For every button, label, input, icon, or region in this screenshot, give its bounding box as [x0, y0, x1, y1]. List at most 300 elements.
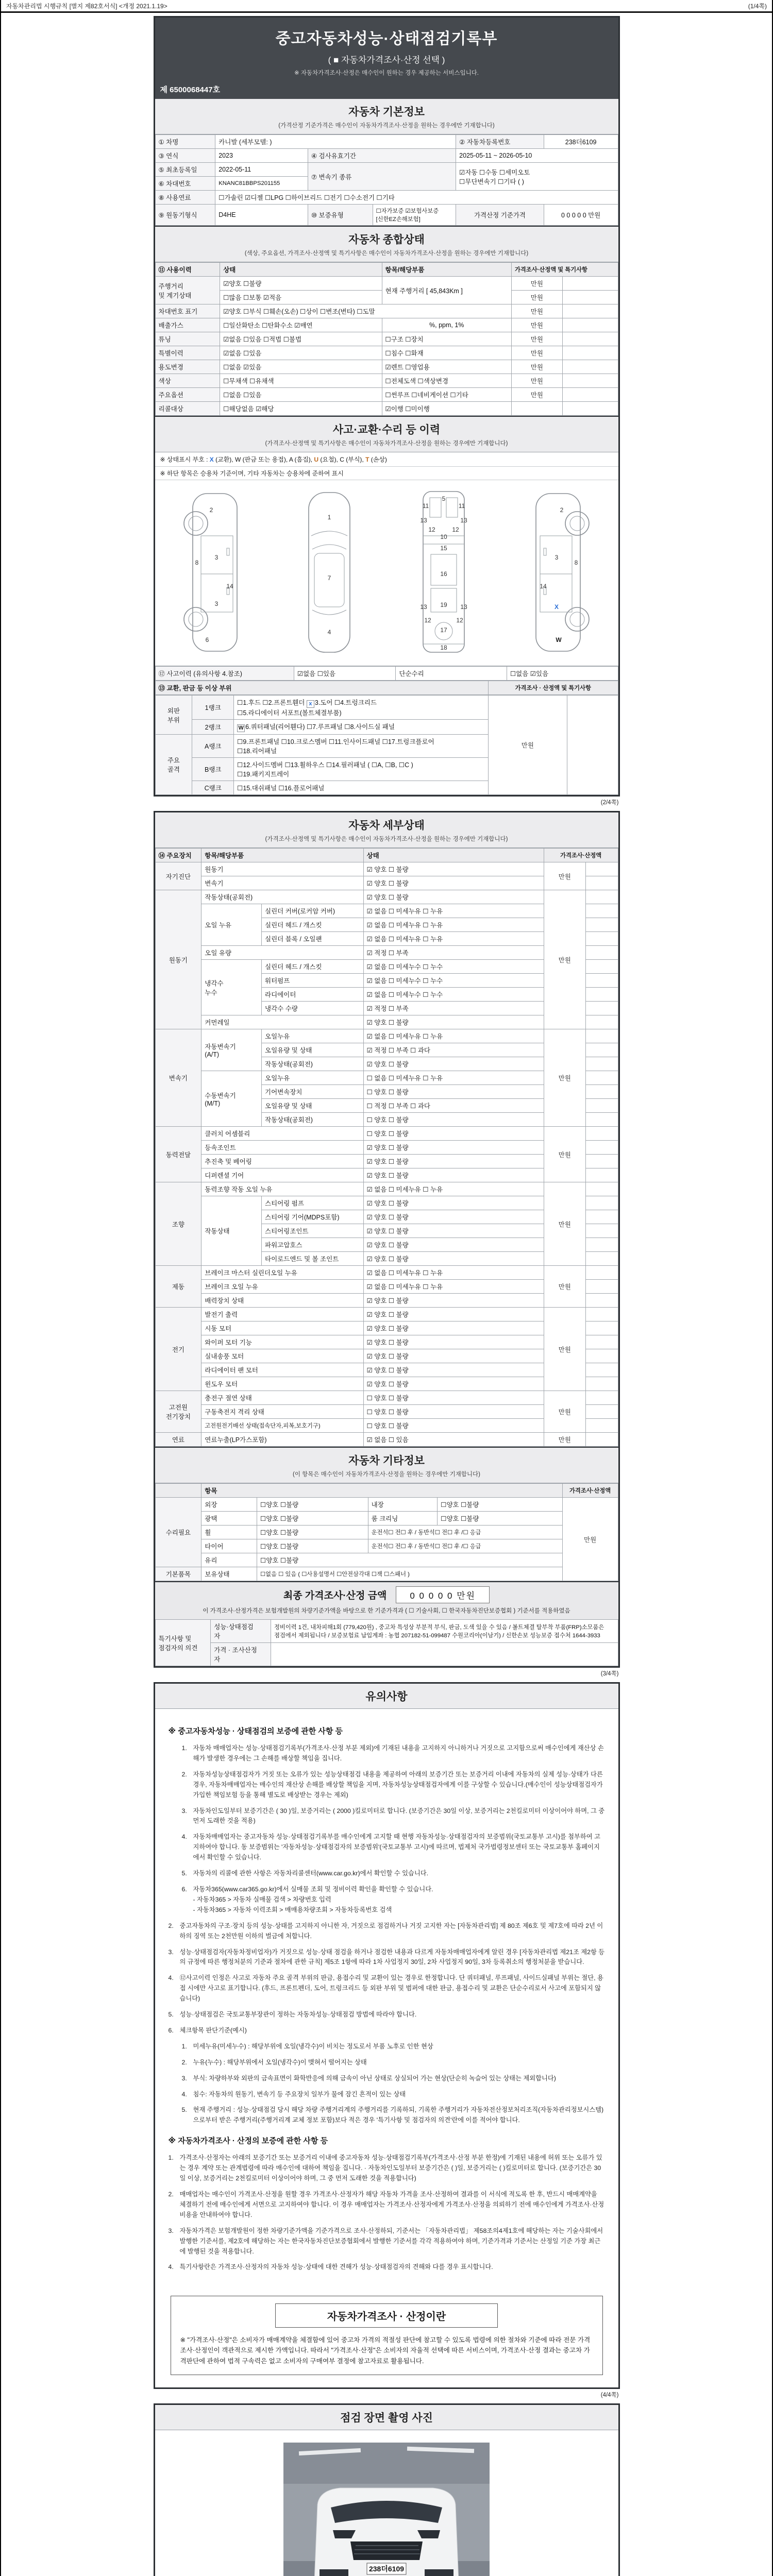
- checkbox-cell[interactable]: ☐없음 ☑있음: [507, 667, 618, 681]
- checkbox-cell[interactable]: ☑ 없음 ☐ 있음: [363, 1433, 544, 1447]
- photos-title: 점검 장면 촬영 사진: [340, 2412, 433, 2424]
- table-cell: 커먼레일: [201, 1015, 363, 1029]
- checkbox-cell[interactable]: ☐ 없음 ☐ 미세누유 ☐ 누유: [363, 1071, 544, 1085]
- notice-subheading: ※ 자동차가격조사 · 산정의 보증에 관한 사항 등: [168, 2137, 328, 2146]
- table-cell: [585, 1321, 618, 1335]
- page-2: [154, 811, 620, 1668]
- comprehensive-table: [155, 262, 618, 416]
- checkbox-cell[interactable]: ☐양호 ☐불량: [438, 1498, 562, 1512]
- table-cell: 만원: [544, 1391, 585, 1433]
- checkbox-cell[interactable]: ☑양호 ☐불량: [220, 277, 382, 291]
- inspector-opinion-table: [155, 1619, 618, 1666]
- checkbox-cell[interactable]: ☑자동 ☐수동 ☐세미오토 ☐무단변속기 ☐기타 ( ): [456, 163, 618, 191]
- checkbox-cell[interactable]: ☑없음 ☐있음 ☐적법 ☐불법: [220, 332, 382, 346]
- table-cell: [585, 904, 618, 918]
- checkbox-cell[interactable]: ☑ 양호 ☐ 불량: [363, 1321, 544, 1335]
- car-diagram-underbody: [400, 486, 488, 657]
- checkbox-cell[interactable]: ☑ 적정 ☐ 부족: [363, 1002, 544, 1015]
- table-cell: [585, 1099, 618, 1113]
- checkbox-cell[interactable]: ☐썬루프 ☐네비게이션 ☐기타: [382, 388, 511, 402]
- checkbox-cell[interactable]: ☑ 없음 ☐ 미세누유 ☐ 누유: [363, 932, 544, 946]
- notice-item: 5. 현재 주행거리 : 성능·상태점검 당시 해당 차량 주행거리계의 주행거리를 기록하되, 기록한 주행거리가 자동차전산정보처리조직(자동차관리정보시스템)으로부터 받은 주행거리(주행거리계 교체 정보 포함)보다 적은 경우 '특기사항 및 점검자의 의견'란에 이를 적어야 합니다.: [181, 2106, 604, 2124]
- table-cell: 만원: [562, 1498, 618, 1581]
- table-cell: [562, 291, 618, 304]
- table-cell: 주행거리 및 계기상태: [155, 277, 220, 304]
- pricing-info-body: ※ "가격조사·산정"은 소비자가 매매계약을 체결함에 있어 중고차 가격의 적절성 판단에 참고할 수 있도록 법령에 의한 절차와 기준에 따라 전문 가격조사·산정인이 객관적으로 제시한 가액입니다. 따라서 "가격조사·산정"은 소비자의 자율적 선택에 따른 서비스이며, 가격조사·산정 결과는 중고차 가격판단에 관하여 법적 구속력은 없고 소비자의 구매여부 결정에 참고자료로 활용됩니다.: [180, 2336, 591, 2365]
- table-cell: 발전기 출력: [201, 1308, 363, 1321]
- final-price-value: 0 0 0 0 0 만원: [396, 1586, 490, 1603]
- accident-history-table: [155, 666, 618, 681]
- table-cell: ⑥ 차대번호: [155, 177, 215, 191]
- table-cell: [562, 360, 618, 374]
- checkbox-cell[interactable]: ☐자가보증 ☑보험사보증 [신한EZ손해보험]: [373, 205, 456, 226]
- checkbox-cell[interactable]: ☑ 적정 ☐ 부족 ☐ 과다: [363, 1043, 544, 1057]
- final-price-note: 이 가격조사·산정가격은 보험개발원의 차량기준가액을 바탕으로 한 기준가격과 ( ☐ 기술사회, ☐ 한국자동차진단보증협회 ) 기준서를 적용하였음: [203, 1608, 570, 1614]
- notice-heading: [155, 1684, 618, 1709]
- checkbox-cell[interactable]: ☐ 양호 ☐ 불량: [363, 1113, 544, 1127]
- table-cell: 0 0 0 0 0 만원: [544, 205, 618, 226]
- checkbox-cell[interactable]: ☐9.프론트패널 ☐10.크로스멤버 ☐11.인사이드패널 ☐17.트렁크플로어 ☐18.리어패널: [234, 735, 489, 758]
- table-cell: 시동 모터: [201, 1321, 363, 1335]
- table-cell: 가격조사·산정액: [562, 1484, 618, 1498]
- table-cell: 만원: [544, 1029, 585, 1127]
- checkbox-cell[interactable]: ☑ 양호 ☐ 불량: [363, 876, 544, 890]
- table-cell: 리콜대상: [155, 402, 220, 416]
- table-cell: 파워고압호스: [262, 1238, 364, 1252]
- table-cell: 만원: [544, 1182, 585, 1266]
- checkbox-cell[interactable]: ☐많음 ☐보통 ☑적음: [220, 291, 382, 304]
- table-cell: [585, 932, 618, 946]
- table-cell: 238더6109: [544, 135, 618, 149]
- checkbox-cell[interactable]: ☑ 양호 ☐ 불량: [363, 1155, 544, 1168]
- table-cell: 주요 골격: [155, 735, 192, 795]
- notice-item: 3. 자동차인도일부터 보증기간은 ( 30 )일, 보증거리는 ( 2000 )킬로미터로 합니다. (보증기간은 30일 이상, 보증거리는 2천킬로미터 이상이어야 하며, 그 중 먼저 도래한 것을 적용): [181, 1807, 605, 1825]
- table-cell: C랭크: [192, 781, 234, 795]
- table-cell: 냉각수 수량: [262, 1002, 364, 1015]
- table-cell: [155, 1484, 201, 1498]
- table-cell: 전기: [155, 1308, 201, 1391]
- checkbox-cell[interactable]: ☑ 양호 ☐ 불량: [363, 1335, 544, 1349]
- checkbox-cell[interactable]: ☑ 없음 ☐ 미세누수 ☐ 누수: [363, 974, 544, 988]
- checkbox-cell[interactable]: ☐구조 ☐장치: [382, 332, 511, 346]
- photos-heading: [155, 2405, 618, 2430]
- table-cell: 항목: [201, 1484, 562, 1498]
- checkbox-cell[interactable]: W 6.쿼터패널(리어휀다) ☐7.루프패널 ☐8.사이드실 패널: [234, 720, 489, 735]
- table-cell: 실내송풍 모터: [201, 1349, 363, 1363]
- svg-text:12: 12: [428, 526, 435, 533]
- table-cell: 만원: [511, 388, 562, 402]
- table-cell: [585, 918, 618, 932]
- checkbox-cell[interactable]: ☐15.대쉬패널 ☐16.플로어패널: [234, 781, 489, 795]
- misc-title: 자동차 기타정보: [348, 1455, 425, 1467]
- table-cell: 만원: [511, 346, 562, 360]
- table-cell: 작동상태(공회전): [262, 1057, 364, 1071]
- checkbox-cell[interactable]: ☐ 양호 ☐ 불량: [363, 1405, 544, 1419]
- checkbox-cell[interactable]: ☐없음 ☑있음: [220, 360, 382, 374]
- table-cell: 가격조사·산정액 및 특기사항: [511, 263, 618, 277]
- svg-text:7: 7: [327, 574, 331, 582]
- table-cell: 2023: [215, 149, 308, 163]
- checkbox-cell[interactable]: ☑없음 ☐있음: [220, 346, 382, 360]
- table-cell: 고전원전기배선 상태(접속단자,피복,보호기구): [201, 1419, 363, 1433]
- table-cell: 작동상태(공회전): [201, 890, 363, 904]
- svg-text:18: 18: [440, 644, 447, 651]
- checkbox-cell[interactable]: ☑ 양호 ☐ 불량: [363, 1015, 544, 1029]
- table-cell: 차대번호 표기: [155, 304, 220, 318]
- page-number-4: (4/4쪽): [600, 2392, 619, 2398]
- table-cell: 만원: [511, 374, 562, 388]
- checkbox-cell[interactable]: ☑ 양호 ☐ 불량: [363, 1168, 544, 1182]
- checkbox-cell[interactable]: ☐ 양호 ☐ 불량: [363, 1391, 544, 1405]
- table-cell: 실린더 헤드 / 개스킷: [262, 918, 364, 932]
- checkbox-cell[interactable]: ☐무채색 ☐유채색: [220, 374, 382, 388]
- table-cell: 배력장치 상태: [201, 1294, 363, 1308]
- car-diagram-side-left: [171, 486, 259, 657]
- accident-title: 사고·교환·수리 등 이력: [332, 424, 441, 436]
- checkbox-cell[interactable]: ☑ 양호 ☐ 불량: [363, 1308, 544, 1321]
- page-1: [154, 16, 620, 796]
- checkbox-cell[interactable]: ☐12.사이드멤버 ☐13.휠하우스 ☐14.필러패널 ( ☐A, ☐B, ☐C ) ☐19.패키지트레이: [234, 758, 489, 781]
- checkbox-cell[interactable]: ☑ 양호 ☐ 불량: [363, 1363, 544, 1377]
- table-cell: [562, 374, 618, 388]
- car-diagram-side-right: [514, 486, 602, 657]
- comprehensive-subtitle: (색상, 주요옵션, 가격조사·산정액 및 특기사항은 매수인이 자동차가격조사·산정을 원하는 경우에만 기재합니다): [244, 250, 529, 257]
- table-cell: 만원: [489, 696, 567, 795]
- svg-text:17: 17: [440, 626, 447, 634]
- table-cell: 외장: [201, 1498, 257, 1512]
- accident-heading: [155, 416, 618, 452]
- notice-item: 3. 자동차가격은 보험개발원이 정한 차량기준가액을 기준가격으로 조사·산정하되, 기준서는 「자동차관리법」 제58조의4제1호에 해당하는 자는 기술사회에서 발행한 기준서를, 제2호에 해당하는 자는 한국자동차진단보증협회에서 발행한 기준서를 각각 적용하여야 하며, 기준가격과 기준서는 산정일 기준 가장 최근에 발행된 것을 적용합니다.: [168, 2227, 603, 2255]
- table-cell: 오일유량 및 상태: [262, 1043, 364, 1057]
- table-cell: 오일누유: [262, 1029, 364, 1043]
- status-mark: x: [307, 700, 314, 708]
- table-cell: 기본품목: [155, 1567, 201, 1581]
- final-price-band: [155, 1581, 618, 1619]
- basic-info-heading: [155, 99, 618, 134]
- table-cell: [585, 1127, 618, 1141]
- checkbox-cell[interactable]: ☑ 양호 ☐ 불량: [363, 862, 544, 876]
- svg-text:X: X: [554, 603, 559, 611]
- checkbox-cell[interactable]: ☐없음 ☐있음: [220, 388, 382, 402]
- checkbox-cell[interactable]: ☐침수 ☐화재: [382, 346, 511, 360]
- table-cell: 자동변속기 (A/T): [201, 1029, 262, 1071]
- table-cell: 만원: [511, 304, 562, 318]
- table-cell: D4HE: [215, 205, 308, 226]
- svg-text:3: 3: [215, 554, 219, 561]
- svg-text:238더6109: 238더6109: [368, 2564, 405, 2573]
- table-cell: [585, 1349, 618, 1363]
- table-cell: [585, 974, 618, 988]
- svg-text:13: 13: [460, 517, 467, 524]
- checkbox-cell[interactable]: ☑ 없음 ☐ 미세누유 ☐ 누유: [363, 1182, 544, 1196]
- svg-text:13: 13: [420, 517, 427, 524]
- table-cell: [585, 1029, 618, 1043]
- pricing-info-box: [171, 2296, 603, 2375]
- table-cell: [585, 1155, 618, 1168]
- table-cell: [585, 1377, 618, 1391]
- status-mark: U: [314, 456, 319, 463]
- checkbox-cell[interactable]: ☑ 없음 ☐ 미세누유 ☐ 누유: [363, 904, 544, 918]
- table-cell: 조향: [155, 1182, 201, 1266]
- notice-item: 2. 매매업자는 매수인이 가격조사·산정을 원할 경우 가격조사·산정자가 해당 자동차 가격을 조사·산정하여 결과를 이 서식에 적도록 한 후, 반드시 매매계약을 체결하기 전에 매수인에게 서면으로 고지하여야 합니다. 이 경우 매매업자는 가격조사·산정자에게 가격조사·산정을 의뢰하기 전에 매수인에게 가격조사·산정 비용을 안내하여야 합니다.: [168, 2191, 604, 2218]
- table-cell: ⑬ 교환, 판금 등 이상 부위: [155, 681, 489, 695]
- checkbox-cell[interactable]: ☑이행 ☐미이행: [382, 402, 511, 416]
- checkbox-cell[interactable]: ☑렌트 ☐영업용: [382, 360, 511, 374]
- status-code-legend: ※ 상태표시 부호 : X (교환), W (판금 또는 용접), A (흠집), U (요철), C (부식), T (손상): [155, 452, 618, 467]
- svg-text:10: 10: [440, 533, 447, 540]
- table-cell: 가격조사 · 산정액 및 특기사항: [489, 681, 618, 695]
- table-cell: ⑭ 주요장치: [155, 849, 201, 862]
- comprehensive-heading: [155, 226, 618, 262]
- checkbox-cell[interactable]: ☑ 없음 ☐ 미세누수 ☐ 누수: [363, 960, 544, 974]
- notice-item: 3. 부식: 차량하부와 외판의 금속표면이 화학반응에 의해 금속이 아닌 상태로 상실되어 가는 현상(단순히 녹슬어 있는 상태는 제외합니다): [181, 2074, 556, 2082]
- checkbox-cell[interactable]: ☑ 양호 ☐ 불량: [363, 1377, 544, 1391]
- table-cell: 만원: [511, 332, 562, 346]
- misc-info-table: [155, 1483, 618, 1581]
- checkbox-cell[interactable]: ☐양호 ☐불량: [257, 1539, 368, 1553]
- table-cell: 오일 누유: [201, 904, 262, 946]
- checkbox-cell[interactable]: 운전석☐ 전☐ 후 / 동반석☐ 전☐ 후 /☐ 응급: [368, 1526, 562, 1539]
- table-cell: 윈도우 모터: [201, 1377, 363, 1391]
- checkbox-cell[interactable]: ☐가솔린 ☑디젤 ☐LPG ☐하이브리드 ☐전기 ☐수소전기 ☐기타: [215, 191, 618, 205]
- notice-item: 1. 미세누유(미세누수) : 해당부위에 오일(냉각수)이 비치는 정도로서 부품 노후로 인한 현상: [181, 2042, 433, 2050]
- table-cell: [585, 1405, 618, 1419]
- page-3: [154, 1682, 620, 2389]
- table-cell: [585, 946, 618, 960]
- checkbox-cell[interactable]: ☑ 양호 ☐ 불량: [363, 1238, 544, 1252]
- notice-title: 유의사항: [365, 1691, 408, 1703]
- table-cell: 수동변속기 (M/T): [201, 1071, 262, 1127]
- table-cell: 룸 크리닝: [368, 1512, 438, 1526]
- table-cell: 특별이력: [155, 346, 220, 360]
- checkbox-cell[interactable]: ☑ 양호 ☐ 불량: [363, 1057, 544, 1071]
- inspection-photo-front: [283, 2443, 490, 2576]
- table-cell: [585, 988, 618, 1002]
- table-cell: 와이퍼 모터 기능: [201, 1335, 363, 1349]
- svg-text:3: 3: [554, 554, 558, 561]
- basic-info-table: [155, 134, 618, 226]
- table-cell: 만원: [544, 1308, 585, 1391]
- table-cell: 2022-05-11: [215, 163, 308, 177]
- table-cell: 구동축전지 격리 상태: [201, 1405, 363, 1419]
- table-cell: [585, 890, 618, 904]
- page-number-3: (3/4쪽): [600, 1671, 619, 1677]
- table-cell: [585, 1015, 618, 1029]
- detail-subtitle: (가격조사·산정액 및 특기사항은 매수인이 자동차가격조사·산정을 원하는 경우에만 기재합니다): [265, 836, 508, 842]
- table-cell: 주요옵션: [155, 388, 220, 402]
- table-cell: 1랭크: [192, 696, 234, 720]
- svg-text:8: 8: [574, 559, 578, 566]
- svg-text:5: 5: [442, 495, 446, 502]
- table-cell: [585, 1196, 618, 1210]
- table-cell: 내장: [368, 1498, 438, 1512]
- svg-text:4: 4: [327, 629, 331, 636]
- table-cell: 수리필요: [155, 1498, 201, 1567]
- page-4: [154, 2403, 620, 2576]
- checkbox-cell[interactable]: ☐양호 ☐불량: [257, 1553, 563, 1567]
- checkbox-cell[interactable]: ☑양호 ☐부식 ☐훼손(오손) ☐상이 ☐변조(변타) ☐도말: [220, 304, 512, 318]
- table-cell: ① 차명: [155, 135, 215, 149]
- checkbox-cell[interactable]: ☐양호 ☐불량: [257, 1498, 368, 1512]
- svg-text:2: 2: [560, 506, 563, 514]
- notice-item: 3. 성능·상태점검자(자동차정비업자)가 거짓으로 성능·상태 점검을 하거나 점검한 내용과 다르게 자동차매매업자에게 알린 경우 [자동차관리법 제21조 제2항 등의 규정에 따른 행정처분의 기준과 절차에 관한 규칙] 제5조 1항에 따라 1차 사업정지 30일, 2차 사업정지 90일, 3차 등록취소의 행정처분을 받습니다.: [168, 1948, 605, 1966]
- detail-title: 자동차 세부상태: [348, 820, 425, 832]
- svg-text:1: 1: [327, 514, 331, 521]
- table-cell: 2랭크: [192, 720, 234, 735]
- checkbox-cell[interactable]: ☑ 없음 ☐ 미세누유 ☐ 누유: [363, 1266, 544, 1280]
- checkbox-cell[interactable]: ☑ 양호 ☐ 불량: [363, 1252, 544, 1266]
- checkbox-cell[interactable]: ☐해당없음 ☑해당: [220, 402, 382, 416]
- table-cell: [562, 318, 618, 332]
- checkbox-cell[interactable]: ☐전체도색 ☐색상변경: [382, 374, 511, 388]
- checkbox-cell[interactable]: ☐1.후드 ☐2.프론트휀더 x 3.도어 ☐4.트렁크리드 ☐5.라디에이터 서포트(볼트체결부품): [234, 696, 489, 720]
- checkbox-cell[interactable]: ☑ 없음 ☐ 미세누유 ☐ 누유: [363, 1280, 544, 1294]
- svg-text:3: 3: [215, 600, 219, 607]
- svg-text:14: 14: [539, 583, 547, 590]
- table-cell: [585, 1182, 618, 1196]
- table-cell: 만원: [544, 1433, 585, 1447]
- checkbox-cell[interactable]: ☐양호 ☐불량: [257, 1512, 368, 1526]
- table-cell: A랭크: [192, 735, 234, 758]
- table-cell: [585, 1224, 618, 1238]
- table-cell: 브레이크 오일 누유: [201, 1280, 363, 1294]
- notice-item: 5. 자동차의 리콜에 관한 사항은 자동차리콜센터(www.car.go.kr)에서 확인할 수 있습니다.: [181, 1870, 429, 1877]
- table-cell: 배출가스: [155, 318, 220, 332]
- table-cell: 스티어링 펌프: [262, 1196, 364, 1210]
- table-cell: 작동상태(공회전): [262, 1113, 364, 1127]
- table-cell: 라디에이터 팬 모터: [201, 1363, 363, 1377]
- table-cell: 휠: [201, 1526, 257, 1539]
- table-cell: [585, 1043, 618, 1057]
- car-diagram-top: [285, 486, 373, 657]
- table-cell: 용도변경: [155, 360, 220, 374]
- notice-item: 6. 자동차365(www.car365.go.kr)에서 실매물 조회 및 정비이력 확인을 확인할 수 있습니다. - 자동차365 > 자동차 실매물 검색 > 차량번호 입력 - 자동차365 > 자동차 이력조회 > 매매용차량조회 > 자동차등록번호 검색: [181, 1885, 433, 1913]
- svg-text:12: 12: [452, 526, 459, 533]
- table-cell: 브레이크 마스터 실린더오일 누유: [201, 1266, 363, 1280]
- table-cell: ⑨ 원동기형식: [155, 205, 215, 226]
- notice-item: 2. 자동차성능상태점검자가 거짓 또는 오류가 있는 성능상태점검 내용을 제공하여 아래의 보증기간 또는 보증거리 이내에 자동차의 실제 성능·상태가 다른 경우, 자동차매매업자는 매수인의 재산상 손해를 배상할 책임을 지며, 자동차성능상태점검자에게 이를 구상할 수 있습니다.(매수인이 성능상태점검자가 가입한 책임보험 등을 통해 별도로 배상받는 경우는 제외): [181, 1770, 603, 1799]
- notice-item: 4. ⑫사고이력 인정은 사고로 자동차 주요 골격 부위의 판금, 용접수리 및 교환이 있는 경우로 한정합니다. 단 쿼터패널, 루프패널, 사이드실패널 부위는 절단, 용접 시에만 사고로 표기합니다. (후드, 프론트펜더, 도어, 트렁크리드 등 외판 부위 및 범퍼에 대한 판금, 용접수리 및 교환은 단순수리로서 사고에 포함되지 않습니다): [168, 1974, 603, 2003]
- svg-text:11: 11: [458, 502, 465, 510]
- checkbox-cell[interactable]: ☑ 양호 ☐ 불량: [363, 1349, 544, 1363]
- checkbox-cell[interactable]: ☑ 양호 ☐ 불량: [363, 890, 544, 904]
- table-cell: 오일누유: [262, 1071, 364, 1085]
- table-cell: 스티어링조인트: [262, 1224, 364, 1238]
- table-cell: 클러치 어셈블리: [201, 1127, 363, 1141]
- table-cell: 성능·상태점검 자: [211, 1620, 271, 1643]
- status-mark: T: [365, 456, 369, 463]
- table-cell: ⑪ 사용이력: [155, 263, 220, 277]
- table-cell: 변속기: [201, 876, 363, 890]
- checkbox-cell[interactable]: ☑ 없음 ☐ 미세누수 ☐ 누수: [363, 988, 544, 1002]
- document-number: 제 6500068447호: [160, 86, 221, 94]
- table-cell: 현재 주행거리 [ 45,843Km ]: [382, 277, 511, 304]
- checkbox-cell[interactable]: ☑ 양호 ☐ 불량: [363, 1196, 544, 1210]
- table-cell: 만원: [544, 890, 585, 1029]
- detail-status-table: [155, 848, 618, 1447]
- table-cell: 실린더 헤드 / 개스킷: [262, 960, 364, 974]
- table-cell: [585, 1391, 618, 1405]
- checkbox-cell[interactable]: ☐양호 ☐불량: [257, 1526, 368, 1539]
- checkbox-cell[interactable]: ☐양호 ☐불량: [438, 1512, 562, 1526]
- checkbox-cell[interactable]: ☑ 없음 ☐ 미세누유 ☐ 누유: [363, 1029, 544, 1043]
- checkbox-cell[interactable]: ☐ 양호 ☐ 불량: [363, 1085, 544, 1099]
- table-cell: [585, 1433, 618, 1447]
- table-cell: [562, 332, 618, 346]
- notice-item: 4. 특기사항란은 가격조사·산정자의 자동차 성능·상태에 대한 견해가 성능·상태점검자의 견해와 다를 경우 표시합니다.: [168, 2263, 493, 2271]
- table-cell: 카니발 (세부모델: ): [215, 135, 456, 149]
- checkbox-cell[interactable]: 운전석☐ 전☐ 후 / 동반석☐ 전☐ 후 /☐ 응급: [368, 1539, 562, 1553]
- notice-item: 2. 중고자동차의 구조·장치 등의 성능·상태를 고지하지 아니한 자, 거짓으로 점검하거나 거짓 고지한 자는 [자동차관리법] 제 80조 제6호 및 제7호에 따라 2년 이하의 징역 또는 2천만원 이하의 벌금에 처합니다.: [168, 1922, 603, 1940]
- panel-damage-table: [155, 695, 618, 795]
- table-cell: 만원: [544, 1266, 585, 1308]
- notice-item: 1. 가격조사·산정자는 아래의 보증기간 또는 보증거리 이내에 중고자동차 성능·상태점검기록부(가격조사·산정 부분 한정)에 기재된 내용에 허위 또는 오류가 있는 경우 계약 또는 관계법령에 따라 매수인에 대하여 책임을 집니다. · 자동차인도일부터 보증기간은 ( )일, 보증거리는 ( )킬로미터로 합니다. (보증기간은 30일 이상, 보증거리는 2천킬로미터 이상이어야 하며, 그 중 먼저 도래한 것을 적용합니다): [168, 2154, 602, 2182]
- table-cell: [585, 960, 618, 974]
- table-cell: 보유상태: [201, 1567, 257, 1581]
- table-cell: 연료: [155, 1433, 201, 1447]
- table-cell: 오일 유량: [201, 946, 363, 960]
- table-cell: [585, 1113, 618, 1127]
- notice-item: 2. 누유(누수) : 해당부위에서 오일(냉각수)이 맺혀서 떨어지는 상태: [181, 2058, 367, 2066]
- table-cell: 만원: [511, 318, 562, 332]
- status-mark: W: [237, 724, 245, 732]
- table-cell: 실린더 커버(로커암 커버): [262, 904, 364, 918]
- table-cell: [585, 1085, 618, 1099]
- table-cell: ⑦ 변속기 종류: [308, 163, 456, 191]
- checkbox-cell[interactable]: ☑ 적정 ☐ 부족: [363, 946, 544, 960]
- table-cell: [271, 1643, 618, 1666]
- checkbox-cell[interactable]: ☑ 양호 ☐ 불량: [363, 1141, 544, 1155]
- table-cell: [585, 1363, 618, 1377]
- table-cell: 2025-05-11 ~ 2026-05-10: [456, 149, 618, 163]
- table-cell: 만원: [544, 862, 585, 890]
- checkbox-cell[interactable]: ☑ 없음 ☐ 미세누유 ☐ 누유: [363, 918, 544, 932]
- notice-item: 6. 체크항목 판단기준(예시): [168, 2026, 247, 2034]
- final-price-label: 최종 가격조사·산정 금액: [283, 1590, 387, 1601]
- table-cell: [585, 1294, 618, 1308]
- svg-text:14: 14: [226, 583, 234, 590]
- table-cell: 가격산정 기준가격: [456, 205, 544, 226]
- table-cell: [585, 1071, 618, 1085]
- checkbox-cell[interactable]: ☑없음 ☐있음: [294, 667, 396, 681]
- table-cell: 만원: [544, 1127, 585, 1182]
- checkbox-cell[interactable]: ☐ 양호 ☐ 불량: [363, 1127, 544, 1141]
- checkbox-cell[interactable]: ☑ 양호 ☐ 불량: [363, 1224, 544, 1238]
- table-cell: 동력전달: [155, 1127, 201, 1182]
- misc-heading: [155, 1447, 618, 1483]
- table-cell: [585, 1168, 618, 1182]
- svg-text:8: 8: [195, 559, 199, 566]
- table-cell: 만원: [511, 360, 562, 374]
- table-cell: 충전구 절연 상태: [201, 1391, 363, 1405]
- checkbox-cell[interactable]: ☑ 양호 ☐ 불량: [363, 1210, 544, 1224]
- table-cell: 외판 부위: [155, 696, 192, 735]
- document-note: ※ 자동차가격조사·산정은 매수인이 원하는 경우 제공하는 서비스입니다.: [294, 70, 479, 76]
- svg-text:13: 13: [460, 603, 467, 611]
- table-cell: 기어변속장치: [262, 1085, 364, 1099]
- checkbox-cell[interactable]: ☑ 양호 ☐ 불량: [363, 1294, 544, 1308]
- table-cell: 가격 · 조사산정 자: [211, 1643, 271, 1666]
- checkbox-cell[interactable]: ☐일산화탄소 ☐탄화수소 ☑매연: [220, 318, 382, 332]
- checkbox-cell[interactable]: ☐ 양호 ☐ 불량: [363, 1419, 544, 1433]
- table-cell: 디퍼렌셜 기어: [201, 1168, 363, 1182]
- checkbox-cell[interactable]: ☐없음 ☐ 있음 ( ☐사용설명서 ☐안전삼각대 ☐잭 ☐스패너 ): [257, 1567, 563, 1581]
- checkbox-cell[interactable]: ☐ 적정 ☐ 부족 ☐ 과다: [363, 1099, 544, 1113]
- table-cell: 항목/해당부품: [382, 263, 511, 277]
- table-cell: 냉각수 누수: [201, 960, 262, 1015]
- table-cell: 라디에이터: [262, 988, 364, 1002]
- table-cell: [585, 862, 618, 876]
